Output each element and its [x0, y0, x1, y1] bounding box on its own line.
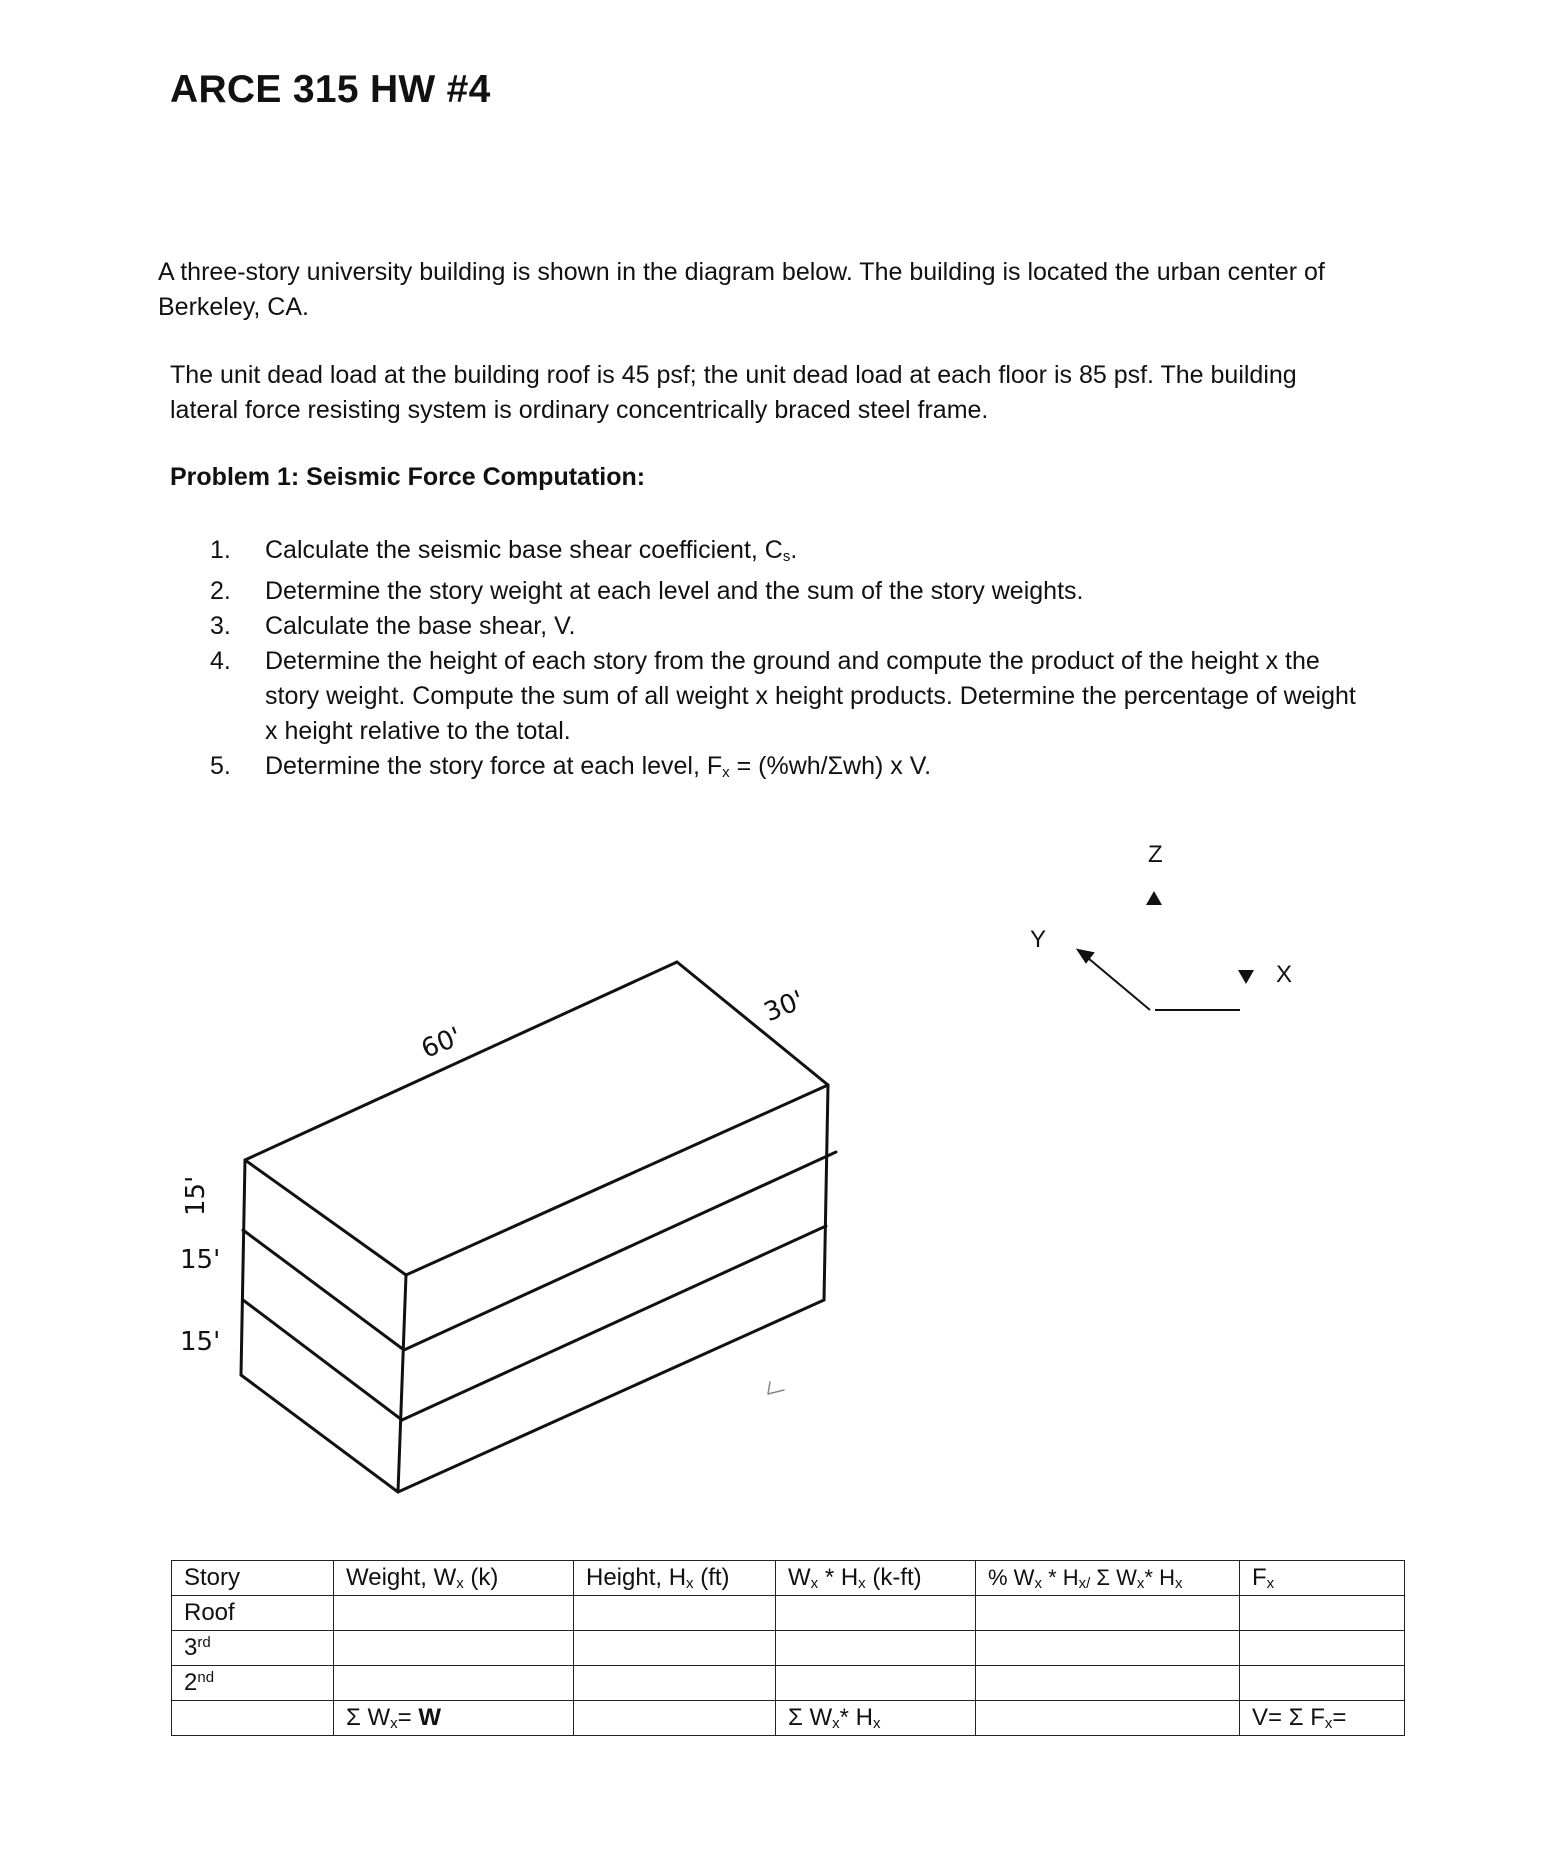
table-row: [172, 1596, 1405, 1631]
z-arrow-icon: [1146, 891, 1162, 905]
roof-back-short: [677, 962, 828, 1085]
front-edge: [398, 1275, 406, 1492]
loads-paragraph: The unit dead load at the building roof is 45 psf; the unit dead load at each floor is 85 psf. The building lateral force resisting system is ordinary concentrically braced steel frame.: [170, 361, 1297, 424]
right-edge: [824, 1085, 828, 1300]
weight-cell[interactable]: [334, 1596, 574, 1631]
z-label: Z: [1148, 841, 1163, 868]
seismic-table: [171, 1560, 1405, 1736]
page-title: ARCE 315 HW #4: [170, 68, 491, 111]
floor-line: [243, 1230, 404, 1350]
height-cell[interactable]: [574, 1631, 776, 1666]
force-cell[interactable]: [1240, 1631, 1405, 1666]
list-item: 5. Determine the story force at each level, $F_x = (\%wh/\Sigma wh)$ x V.: [210, 752, 932, 781]
height-cell[interactable]: [574, 1666, 776, 1701]
percent-cell[interactable]: [976, 1631, 1240, 1666]
y-label: Y: [1030, 926, 1047, 953]
force-cell[interactable]: [1240, 1666, 1405, 1701]
wh-cell[interactable]: [776, 1666, 976, 1701]
story-height-label: 15': [180, 1245, 221, 1275]
story-height-label: 15': [180, 1327, 221, 1357]
width-label: 30': [759, 985, 809, 1029]
left-edge: [241, 1160, 245, 1375]
force-cell[interactable]: [1240, 1596, 1405, 1631]
roof-back-long: [245, 962, 677, 1160]
base-line: [241, 1375, 398, 1492]
length-label: 60': [417, 1021, 466, 1065]
total-force-cell[interactable]: V= Σ $F_x=$: [1240, 1701, 1405, 1736]
weight-cell[interactable]: [334, 1666, 574, 1701]
list-item: 3. Calculate the base shear, V.: [210, 612, 576, 640]
list-item: 1. Calculate the seismic base shear coefficient, $C_s$.: [210, 536, 798, 565]
list-item: 2. Determine the story weight at each level and the sum of the story weights.: [210, 577, 1084, 605]
table-row: [172, 1666, 1405, 1701]
intro-paragraph: A three-story university building is shown in the diagram below. The building is located the urban center of Berkeley, CA.: [158, 258, 1325, 321]
wh-cell[interactable]: [776, 1631, 976, 1666]
y-axis: [1088, 958, 1150, 1010]
axis-triad: [1078, 891, 1254, 1010]
x-label: X: [1276, 961, 1293, 988]
height-cell[interactable]: [574, 1596, 776, 1631]
header-force: $F_x$: [1240, 1561, 1405, 1596]
story-height-label: 15': [181, 1175, 211, 1216]
header-height: Height, $H_x$ (ft): [574, 1561, 776, 1596]
header-percent: % $W_x * H_{x/}$ Σ $W_x*$ $H_x$: [976, 1561, 1240, 1596]
header-story: Story: [172, 1561, 334, 1596]
story-cell: Roof: [172, 1596, 334, 1631]
x-arrow-icon: [1238, 970, 1254, 984]
base-line: [398, 1300, 824, 1492]
story-cell: [172, 1701, 334, 1736]
percent-cell[interactable]: [976, 1666, 1240, 1701]
weight-cell[interactable]: [334, 1631, 574, 1666]
table-totals-row: [172, 1701, 1405, 1736]
roof-front-long: [406, 1085, 828, 1275]
percent-cell[interactable]: [976, 1701, 1240, 1736]
header-wh: $W_x * H_x$ (k-ft): [776, 1561, 976, 1596]
story-cell: 2nd: [172, 1666, 334, 1701]
wh-cell[interactable]: [776, 1596, 976, 1631]
floor-line: [243, 1300, 402, 1420]
list-item: 4. Determine the height of each story from the ground and compute the product of the height x the story weight. Compute the sum of all weight x height products. Determine the percentage of weight x height relative to the total.: [210, 647, 1356, 745]
header-weight: Weight, $W_x$ (k): [334, 1561, 574, 1596]
building-sketch: [241, 962, 836, 1492]
height-cell[interactable]: [574, 1701, 776, 1736]
tick-mark: [768, 1382, 784, 1394]
table-header-row: [172, 1561, 1405, 1596]
problem-heading: Problem 1: Seismic Force Computation:: [170, 463, 646, 491]
roof-front-short: [245, 1160, 406, 1275]
story-cell: 3rd: [172, 1631, 334, 1666]
total-wh-cell[interactable]: Σ $W_x*$ $H_x$: [776, 1701, 976, 1736]
table-row: [172, 1631, 1405, 1666]
total-weight-cell[interactable]: Σ $W_x= W$: [334, 1701, 574, 1736]
percent-cell[interactable]: [976, 1596, 1240, 1631]
